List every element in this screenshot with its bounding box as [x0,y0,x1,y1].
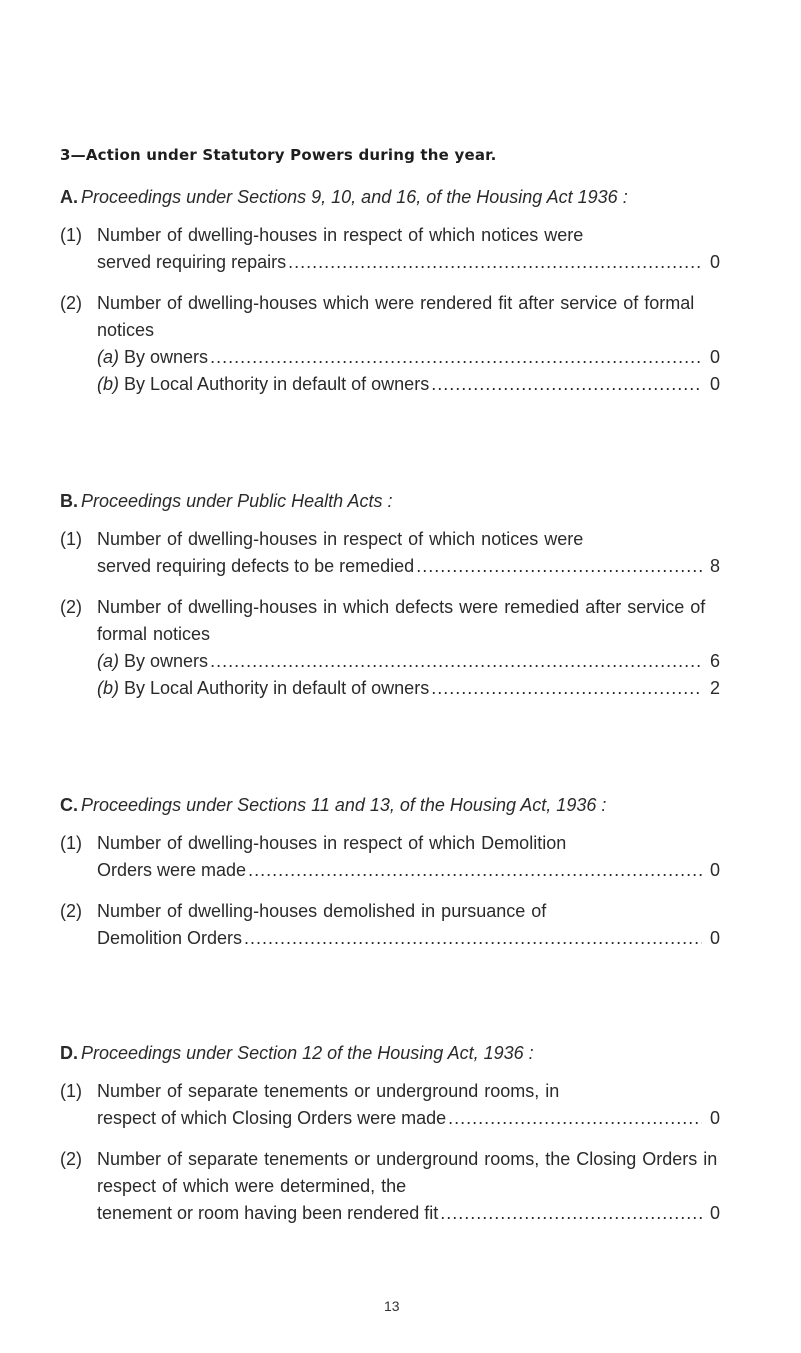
sub-item [97,675,720,702]
section-title [60,794,720,816]
item-number: (1) [60,225,82,245]
dot-leader [244,925,702,952]
section-d [60,1042,720,1227]
item-number: (1) [60,1081,82,1101]
list-item [60,1078,720,1132]
page-number: 13 [384,1298,400,1314]
list-item [60,1146,720,1227]
sub-item-letter: (b) [97,678,119,698]
section-title [60,186,720,208]
item-text: Number of separate tenements or underground rooms, in [97,1081,560,1101]
item-text-end: Orders were made [97,860,247,880]
list-item [60,898,720,952]
dot-leader [431,371,702,398]
item-number: (1) [60,529,82,549]
item-text: Number of dwelling-houses demolished in pursuance of [97,901,547,921]
item-text: Number of dwelling-houses in respect of which Demolition [97,833,567,853]
item-value: 0 [709,252,720,272]
dot-leader [431,675,702,702]
sub-item-text: By Local Authority in default of owners [124,374,430,394]
sub-item [97,344,720,371]
item-final-line [97,1200,720,1227]
sub-item-label [97,648,208,675]
dot-leader [210,344,702,371]
sub-item [97,371,720,398]
page-heading: 3—Action under Statutory Powers during the year. [60,146,497,164]
sub-item-value: 0 [709,347,720,367]
item-number: (2) [60,901,82,921]
sub-item-label [97,344,208,371]
sub-item-letter: (b) [97,374,119,394]
dot-leader [440,1200,702,1227]
section-title-text: Proceedings under Sections 11 and 13, of the Housing Act, 1936 : [81,795,607,815]
section-letter: B. [60,491,78,511]
item-value: 0 [709,928,720,948]
item-value: 0 [709,1203,720,1223]
sub-item-value: 0 [709,374,720,394]
item-text-end: served requiring defects to be remedied [97,556,415,576]
item-text: Number of dwelling-houses in which defects were remedied after service of formal notices [97,597,706,644]
section-letter: D. [60,1043,78,1063]
section-title-text: Proceedings under Section 12 of the Housing Act, 1936 : [81,1043,534,1063]
sub-item-value: 2 [709,678,720,698]
item-final-line [97,925,720,952]
item-text: Number of dwelling-houses which were rendered fit after service of formal notices [97,293,695,340]
sub-item-label [97,371,429,398]
item-number: (2) [60,293,82,313]
sub-item-letter: (a) [97,347,119,367]
item-text-end: tenement or room having been rendered fit [97,1203,439,1223]
sub-item-text: By Local Authority in default of owners [124,678,430,698]
sub-item-label [97,675,429,702]
sub-item-text: By owners [124,651,209,671]
item-text: Number of separate tenements or underground rooms, the Closing Orders in respect of which were determined, the [97,1149,718,1196]
dot-leader [288,249,702,276]
item-final-line [97,857,720,884]
item-final-line [97,553,720,580]
section-a [60,186,720,398]
item-text-end: respect of which Closing Orders were made [97,1108,447,1128]
item-text: Number of dwelling-houses in respect of which notices were [97,225,584,245]
item-text-end: Demolition Orders [97,928,243,948]
section-b [60,490,720,702]
sub-item-letter: (a) [97,651,119,671]
section-letter: C. [60,795,78,815]
item-value: 8 [709,556,720,576]
list-item [60,594,720,702]
list-item [60,290,720,398]
section-title [60,490,720,512]
list-item [60,526,720,580]
item-text: Number of dwelling-houses in respect of which notices were [97,529,584,549]
item-text-end: served requiring repairs [97,252,287,272]
item-value: 0 [709,1108,720,1128]
list-item [60,830,720,884]
dot-leader [448,1105,702,1132]
item-number: (2) [60,597,82,617]
section-title [60,1042,720,1064]
item-final-line [97,1105,720,1132]
item-value: 0 [709,860,720,880]
section-letter: A. [60,187,78,207]
section-title-text: Proceedings under Public Health Acts : [81,491,393,511]
list-item [60,222,720,276]
item-number: (1) [60,833,82,853]
dot-leader [248,857,702,884]
item-final-line [97,249,720,276]
sub-item [97,648,720,675]
sub-item-text: By owners [124,347,209,367]
dot-leader [416,553,702,580]
sub-item-value: 6 [709,651,720,671]
section-c [60,794,720,952]
dot-leader [210,648,702,675]
section-title-text: Proceedings under Sections 9, 10, and 16, of the Housing Act 1936 : [81,187,628,207]
item-number: (2) [60,1149,82,1169]
